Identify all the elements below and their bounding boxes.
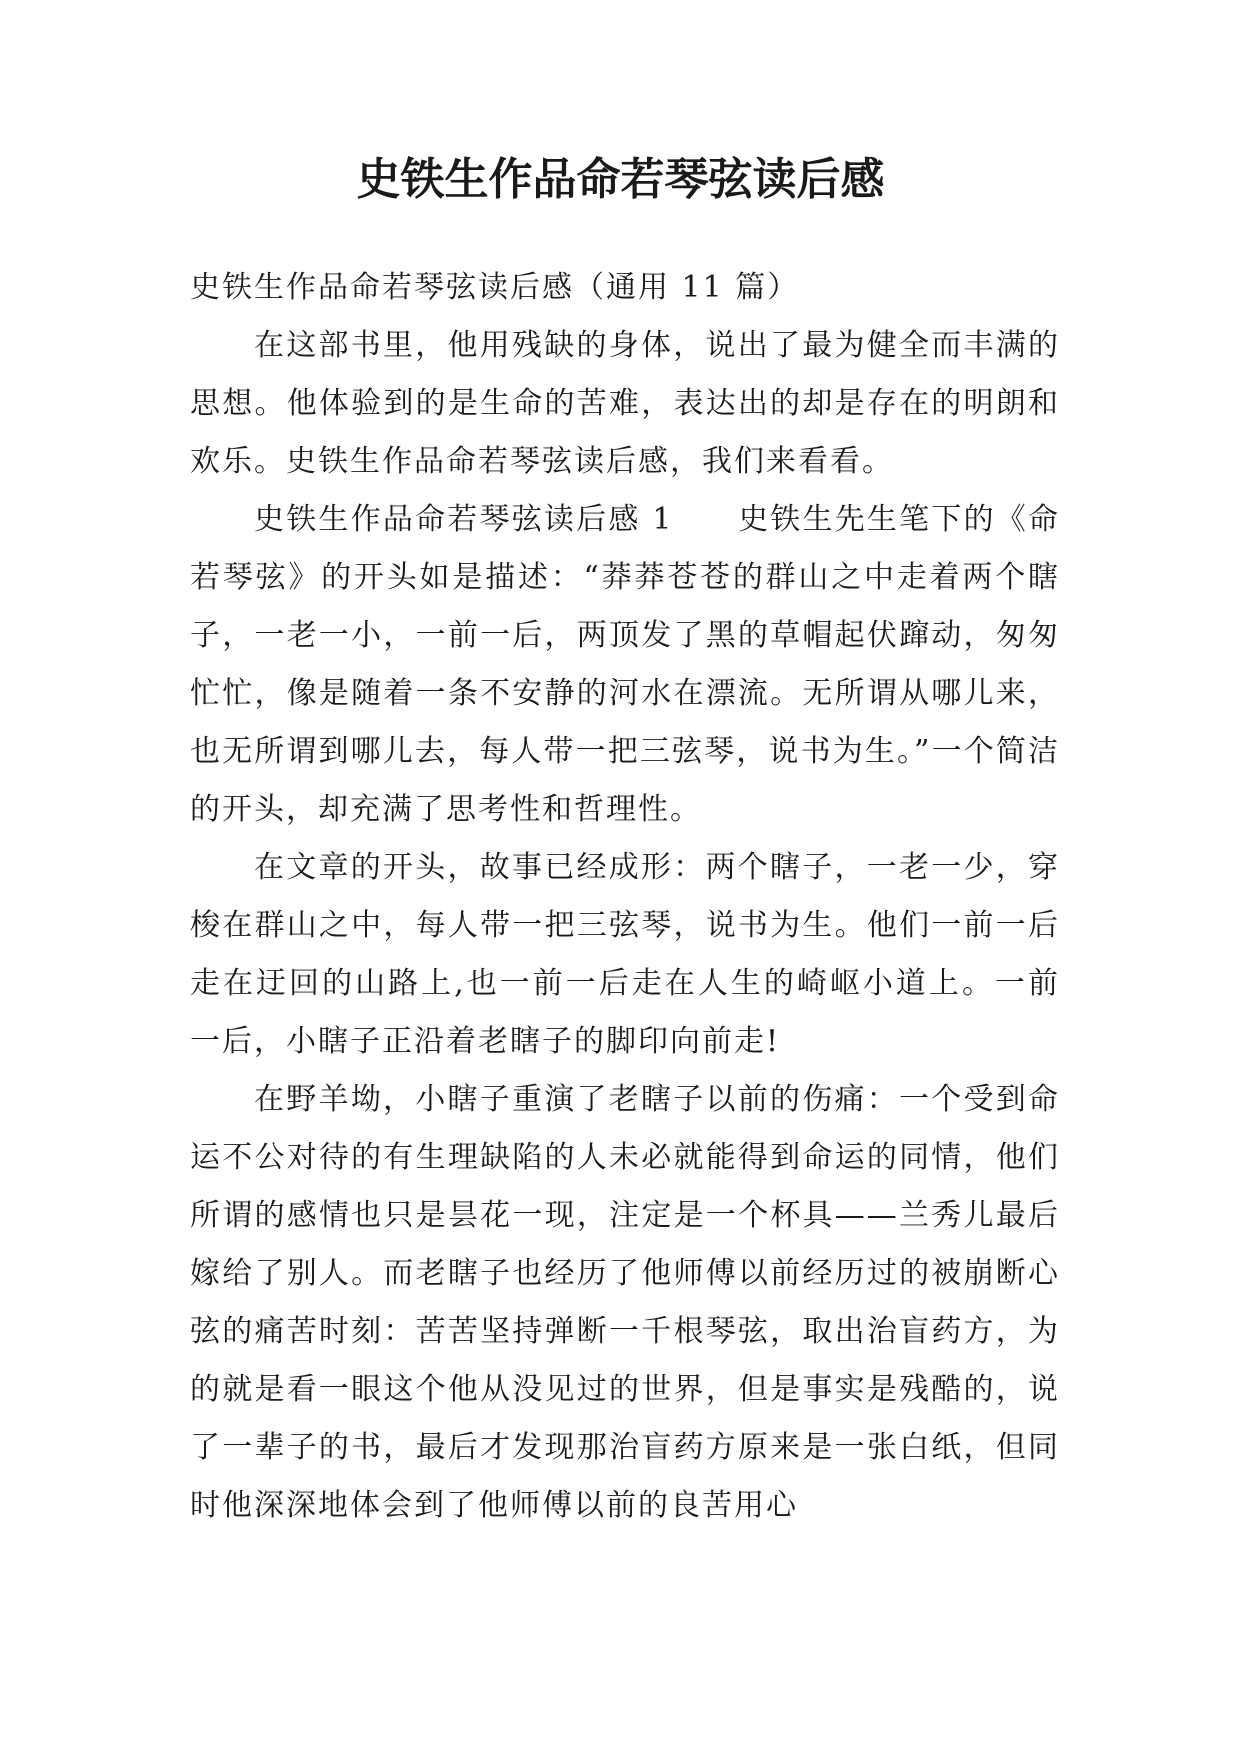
document-body (190, 259, 1060, 1535)
document-subtitle: 史铁生作品命若琴弦读后感（通用 11 篇） (190, 270, 800, 305)
paragraph-1: 史铁生作品命若琴弦读后感 1 史铁生先生笔下的《命若琴弦》的开头如是描述：“莽莽苍苍的群山之中走着两个瞎子，一老一小，一前一后，两顶发了黑的草帽起伏蹿动，匆匆忙忙，像是随着一条不安静的河水在漂流。无所谓从哪儿来，也无所谓到哪儿去，每人带一把三弦琴，说书为生。”一个简洁的开头，却充满了思考性和哲理性。 (190, 502, 1060, 827)
paragraph-2: 在文章的开头，故事已经成形：两个瞎子，一老一少，穿梭在群山之中，每人带一把三弦琴，说书为生。他们一前一后走在迂回的山路上,也一前一后走在人生的崎岖小道上。一前一后，小瞎子正沿着老瞎子的脚印向前走! (190, 850, 1060, 1059)
paragraph-intro: 在这部书里，他用残缺的身体，说出了最为健全而丰满的思想。他体验到的是生命的苦难，表达出的却是存在的明朗和欢乐。史铁生作品命若琴弦读后感，我们来看看。 (190, 328, 1060, 479)
paragraph-3: 在野羊坳，小瞎子重演了老瞎子以前的伤痛：一个受到命运不公对待的有生理缺陷的人未必就能得到命运的同情，他们所谓的感情也只是昙花一现，注定是一个杯具——兰秀儿最后嫁给了别人。而老瞎子也经历了他师傅以前经历过的被崩断心弦的痛苦时刻：苦苦坚持弹断一千根琴弦，取出治盲药方，为的就是看一眼这个他从没见过的世界，但是事实是残酷的，说了一辈子的书，最后才发现那治盲药方原来是一张白纸，但同时他深深地体会到了他师傅以前的良苦用心 (190, 1082, 1060, 1523)
document-title: 史铁生作品命若琴弦读后感 (356, 154, 885, 205)
